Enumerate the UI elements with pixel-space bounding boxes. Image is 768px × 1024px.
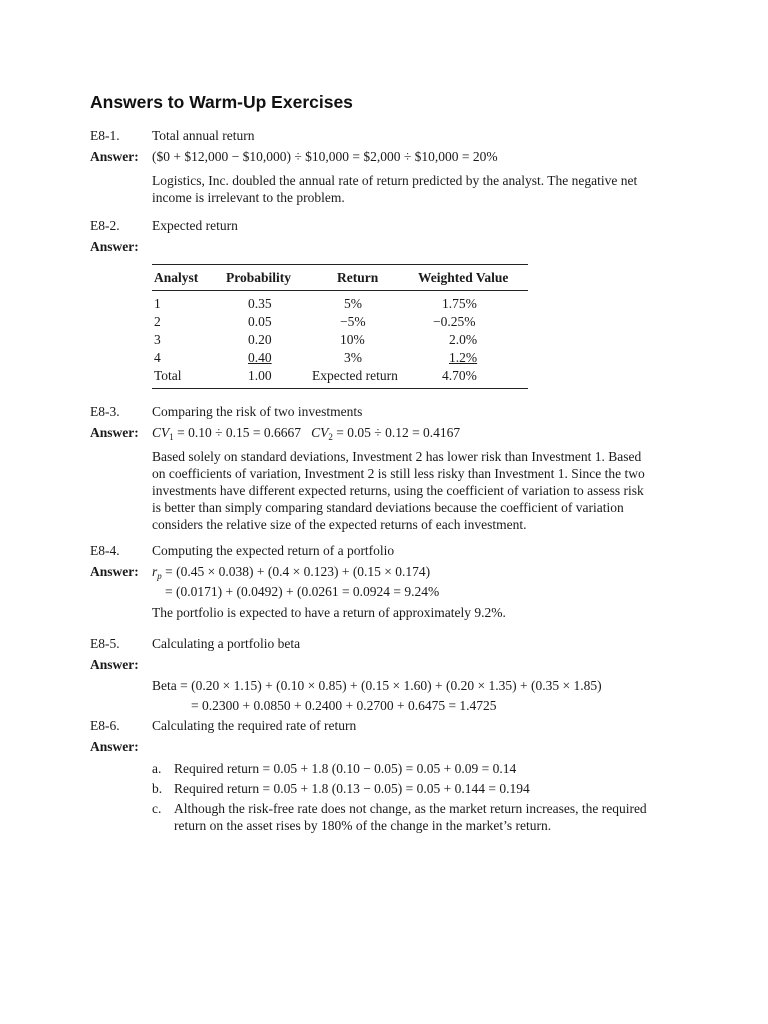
table-cell: 2.0% — [449, 332, 478, 347]
answer-label: Answer: — [90, 739, 139, 754]
cv2-equation: = 0.05 ÷ 0.12 = 0.4167 — [332, 425, 461, 440]
exercise-topic: Total annual return — [152, 128, 255, 143]
cv1-symbol: CV — [152, 425, 170, 440]
list-item-text: Although the risk-free rate does not change, as the market return increases, the required return on the asset rises by 180% of the change in the market’s return. — [174, 801, 647, 833]
exercise-topic: Calculating a portfolio beta — [152, 636, 301, 651]
table-cell: 1 — [154, 296, 161, 311]
table-rule-header — [152, 290, 528, 291]
answer-label: Answer: — [90, 657, 139, 672]
cv-equations — [152, 425, 460, 442]
return-subscript: p — [157, 571, 162, 581]
equation-line-2: = (0.0171) + (0.0492) + (0.0261 = 0.0924 = 9.24% — [165, 584, 440, 599]
list-marker: b. — [152, 781, 163, 796]
answer-note: The portfolio is expected to have a return of approximately 9.2%. — [152, 605, 506, 620]
table-cell: Total — [154, 368, 182, 383]
cv2-symbol: CV — [311, 425, 329, 440]
answer-equation: ($0 + $12,000 − $10,000) ÷ $10,000 = $2,000 ÷ $10,000 = 20% — [152, 149, 498, 164]
table-cell: 10% — [340, 332, 365, 347]
table-header-weighted-value: Weighted Value — [418, 270, 509, 285]
table-cell: Expected return — [312, 368, 398, 383]
table-cell: 4 — [154, 350, 161, 365]
page-title: Answers to Warm-Up Exercises — [90, 92, 353, 112]
exercise-topic: Calculating the required rate of return — [152, 718, 357, 733]
cv1-subscript: 1 — [169, 432, 174, 442]
table-cell: −5% — [340, 314, 366, 329]
exercise-topic: Expected return — [152, 218, 238, 233]
cv2-subscript: 2 — [328, 432, 333, 442]
table-cell: 3% — [344, 350, 362, 365]
equation-line-1: = (0.45 × 0.038) + (0.4 × 0.123) + (0.15 × 0.174) — [161, 564, 431, 579]
table-cell: 0.20 — [248, 332, 272, 347]
table-header-probability: Probability — [226, 270, 292, 285]
list-item-text: Required return = 0.05 + 1.8 (0.10 − 0.05) = 0.05 + 0.09 = 0.14 — [174, 761, 517, 776]
list-item-text: Required return = 0.05 + 1.8 (0.13 − 0.05) = 0.05 + 0.144 = 0.194 — [174, 781, 530, 796]
table-cell: 3 — [154, 332, 161, 347]
table-cell: 5% — [344, 296, 362, 311]
table-rule-top — [152, 264, 528, 265]
answer-label: Answer: — [90, 564, 139, 579]
table-cell: 2 — [154, 314, 161, 329]
exercise-id: E8-3. — [90, 404, 120, 419]
table-cell: 1.00 — [248, 368, 272, 383]
table-cell: 0.05 — [248, 314, 272, 329]
table-cell: 4.70% — [442, 368, 477, 383]
table-cell: −0.25% — [433, 314, 476, 329]
answer-note: Logistics, Inc. doubled the annual rate of return predicted by the analyst. The negative net income is irrelevant to the problem. — [152, 173, 638, 205]
exercise-topic: Comparing the risk of two investments — [152, 404, 363, 419]
list-marker: a. — [152, 761, 162, 776]
list-marker: c. — [152, 801, 162, 816]
table-rule-bottom — [152, 388, 528, 389]
table-header-analyst: Analyst — [154, 270, 199, 285]
table-cell: 1.2% — [449, 350, 478, 365]
exercise-id: E8-2. — [90, 218, 120, 233]
table-cell: 1.75% — [442, 296, 477, 311]
exercise-id: E8-6. — [90, 718, 120, 733]
portfolio-return-equation — [152, 564, 430, 581]
answer-note: Based solely on standard deviations, Investment 2 has lower risk than Investment 1. Based on coefficients of variation, Investment 2 is still less risky than Investment 1. Since the two investments have different expected returns, using the coefficient of variation to assess risk is better than simply comparing standard deviations because the coefficient of variation considers the relative size of the expected returns of each investment. — [152, 449, 645, 532]
answer-label: Answer: — [90, 239, 139, 254]
answer-label: Answer: — [90, 425, 139, 440]
table-header-return: Return — [337, 270, 379, 285]
exercise-id: E8-4. — [90, 543, 120, 558]
exercise-topic: Computing the expected return of a portfolio — [152, 543, 395, 558]
table-cell: 0.35 — [248, 296, 272, 311]
exercise-id: E8-1. — [90, 128, 120, 143]
beta-equation-line-2: = 0.2300 + 0.0850 + 0.2400 + 0.2700 + 0.6475 = 1.4725 — [191, 698, 497, 713]
table-cell: 0.40 — [248, 350, 272, 365]
return-symbol: r — [152, 564, 158, 579]
cv1-equation: = 0.10 ÷ 0.15 = 0.6667 — [173, 425, 302, 440]
beta-equation-line-1: Beta = (0.20 × 1.15) + (0.10 × 0.85) + (0.15 × 1.60) + (0.20 × 1.35) + (0.35 × 1.85) — [152, 678, 602, 693]
exercise-id: E8-5. — [90, 636, 120, 651]
answer-label: Answer: — [90, 149, 139, 164]
